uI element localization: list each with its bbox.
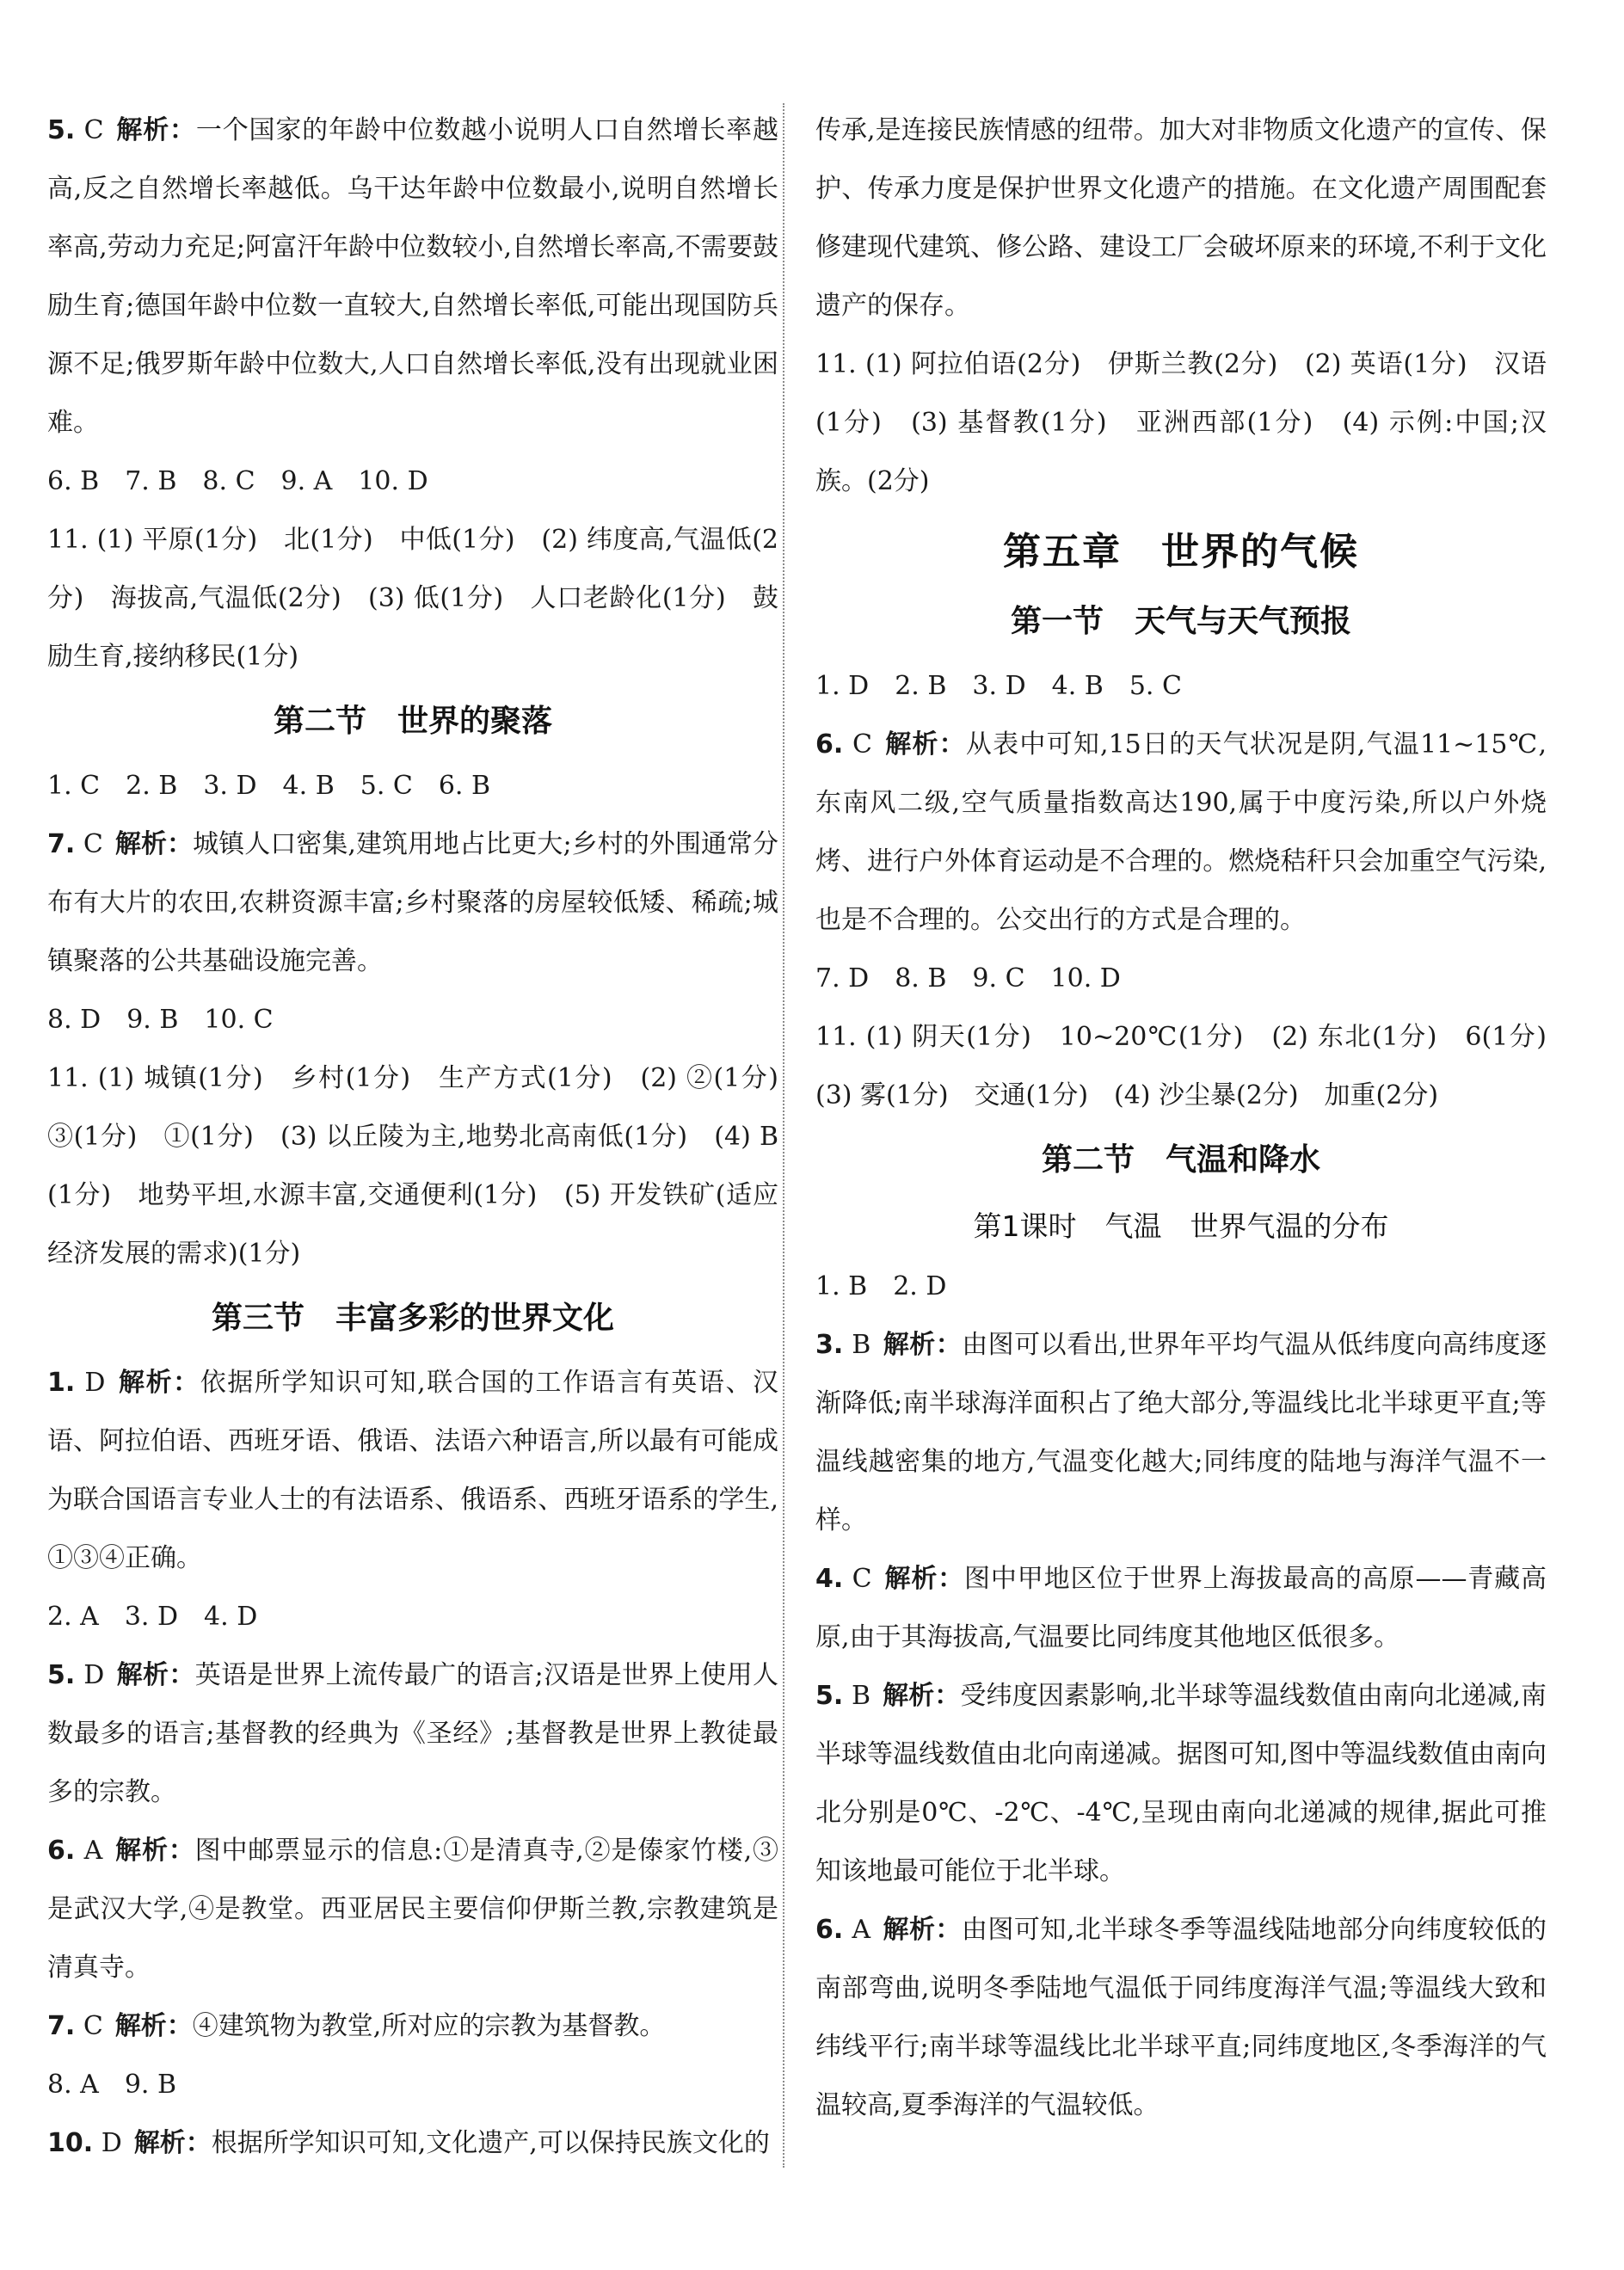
question-number: 6. [815,729,844,760]
analysis-tag: 解析： [133,2128,212,2158]
answer-letter: B [851,1681,870,1711]
answer-line [815,102,1547,335]
analysis-tag: 解析： [883,1330,963,1360]
answer-letter: C [83,115,104,145]
answer-line [815,657,1547,716]
analysis-tag: 解析： [114,829,194,859]
answer-text: 6. B 7. B 8. C 9. A 10. D [47,466,428,496]
answer-text: 11. (1) 阴天(1分) 10~20℃(1分) (2) 东北(1分) 6(1分) (3) 雾(1分) 交通(1分) (4) 沙尘暴(2分) 加重(2分) [815,1022,1572,1110]
answer-text: 图中甲地区位于世界上海拔最高的高原——青藏高原,由于其海拔高,气温要比同纬度其他地区低很多。 [815,1564,1547,1652]
answer-paragraph [815,1316,1547,1550]
answer-text: 8. D 9. B 10. C [47,1005,274,1035]
analysis-tag: 解析： [117,1368,200,1398]
answer-text: 1. C 2. B 3. D 4. B 5. C 6. B [47,771,491,801]
section-heading: 第二节 世界的聚落 [273,704,552,739]
question-number: 6. [815,1915,844,1945]
section-heading: 第一节 天气与天气预报 [1010,604,1351,639]
right-column [815,102,1572,2135]
question-number: 3. [815,1330,844,1360]
answer-letter: A [83,1836,103,1866]
answer-text: 7. D 8. B 9. C 10. D [815,963,1121,994]
answer-paragraph [47,1354,778,1588]
answer-text: 英语是世界上流传最广的语言;汉语是世界上使用人数最多的语言;基督教的经典为《圣经》;基督教是世界上教徒最多的宗教。 [47,1660,779,1807]
answer-line [815,950,1547,1008]
question-number: 4. [815,1564,844,1594]
left-column [47,102,804,2173]
answer-letter: C [83,2011,103,2041]
analysis-tag: 解析： [116,1660,195,1690]
question-number: 10. [47,2128,94,2158]
answer-text: 受纬度因素影响,北半球等温线数值由南向北递减,南半球等温线数值由北向南递减。据图可知,图中等温线数值由南向北分别是0℃、-2℃、-4℃,呈现由南向北递减的规律,据此可推知该地最可能位于北半球。 [815,1681,1547,1886]
lesson-heading: 第1课时 气温 世界气温的分布 [973,1209,1389,1243]
answer-line [815,1258,1547,1316]
answer-line [47,991,778,1049]
answer-text: 依据所学知识可知,联合国的工作语言有英语、汉语、阿拉伯语、西班牙语、俄语、法语六种语言,所以最有可能成为联合国语言专业人士的有法语系、俄语系、西班牙语系的学生,①③④正确。 [47,1368,779,1573]
answer-line [47,1049,804,1283]
answer-line [47,511,778,686]
answer-paragraph [47,102,778,452]
answer-letter: D [84,1368,106,1398]
answer-paragraph [47,1997,778,2056]
answer-letter: B [852,1330,871,1360]
answer-text: 由图可知,北半球冬季等温线陆地部分向纬度较低的南部弯曲,说明冬季陆地气温低于同纬度海洋气温;等温线大致和纬线平行;南半球等温线比北半球平直;同纬度地区,冬季海洋的气温较高,夏季海洋的气温较低。 [815,1915,1547,2120]
answer-paragraph [815,716,1547,950]
question-number: 7. [47,2011,76,2041]
analysis-tag: 解析： [884,729,966,760]
answer-paragraph [815,1667,1547,1901]
answer-text: 从表中可知,15日的天气状况是阴,气温11~15℃,东南风二级,空气质量指数高达190,属于中度污染,所以户外烧烤、进行户外体育运动是不合理的。燃烧秸秆只会加重空气污染,也是不合理的。公交出行的方式是合理的。 [815,729,1547,935]
answer-paragraph [815,1901,1547,2135]
answer-paragraph [47,1822,778,1997]
answer-text: 11. (1) 平原(1分) 北(1分) 中低(1分) (2) 纬度高,气温低(2分) 海拔高,气温低(2分) (3) 低(1分) 人口老龄化(1分) 鼓励生育,接纳移民(1分) [47,525,778,672]
answer-paragraph [815,1550,1547,1667]
answer-letter: C [83,829,103,859]
chapter-heading: 第五章 世界的气候 [1003,530,1359,574]
answer-letter: D [101,2128,122,2158]
analysis-tag: 解析： [882,1681,961,1711]
answer-text: ④建筑物为教堂,所对应的宗教为基督教。 [192,2011,666,2041]
answer-text: 8. A 9. B [47,2070,177,2100]
analysis-tag: 解析： [114,1836,195,1866]
question-number: 5. [47,1660,76,1690]
answer-text: 一个国家的年龄中位数越小说明人口自然增长率越高,反之自然增长率越低。乌干达年龄中位数最小,说明自然增长率高,劳动力充足;阿富汗年龄中位数较小,自然增长率高,不需要鼓励生育;德国年龄中位数一直较大,自然增长率低,可能出现国防兵源不足;俄罗斯年龄中位数大,人口自然增长率低,没有出现就业困难。 [47,115,778,438]
answer-line [47,757,778,815]
analysis-tag: 解析： [882,1915,962,1945]
answer-letter: D [83,1660,105,1690]
answer-text: 2. A 3. D 4. D [47,1602,258,1632]
question-number: 6. [47,1836,76,1866]
answer-text: 由图可以看出,世界年平均气温从低纬度向高纬度逐渐降低;南半球海洋面积占了绝大部分,等温线比北半球更平直;等温线越密集的地方,气温变化越大;同纬度的陆地与海洋气温不一样。 [815,1330,1547,1535]
answer-paragraph [47,815,778,991]
answer-text: 根据所学知识可知,文化遗产,可以保持民族文化的 [211,2128,770,2158]
answer-letter: C [852,729,873,760]
answer-line [47,452,778,511]
question-number: 5. [815,1681,844,1711]
column-divider [783,103,784,2168]
analysis-tag: 解析： [114,2011,193,2041]
answer-text: 11. (1) 阿拉伯语(2分) 伊斯兰教(2分) (2) 英语(1分) 汉语(1分) (3) 基督教(1分) 亚洲西部(1分) (4) 示例:中国;汉族。(2分) [815,349,1547,496]
answer-text: 城镇人口密集,建筑用地占比更大;乡村的外围通常分布有大片的农田,农耕资源丰富;乡村聚落的房屋较低矮、稀疏;城镇聚落的公共基础设施完善。 [47,829,778,976]
question-number: 1. [47,1368,76,1398]
answer-letter: A [852,1915,870,1945]
analysis-tag: 解析： [115,115,196,145]
answer-text: 11. (1) 城镇(1分) 乡村(1分) 生产方式(1分) (2) ②(1分) ③(1分) ①(1分) (3) 以丘陵为主,地势北高南低(1分) (4) B(1分) 地势平坦,水源丰富,交通便利(1分) (5) 开发铁矿(适应经济发展的需求)(1分) [47,1063,804,1269]
answer-letter: C [852,1564,872,1594]
section-heading: 第二节 气温和降水 [1041,1142,1320,1178]
answer-text: 图中邮票显示的信息:①是清真寺,②是傣家竹楼,③是武汉大学,④是教堂。西亚居民主要信仰伊斯兰教,宗教建筑是清真寺。 [47,1836,779,1983]
answer-paragraph [47,1646,778,1822]
answer-line [815,335,1547,511]
analysis-tag: 解析： [883,1564,965,1594]
answer-line [47,2056,778,2114]
answer-paragraph [47,2114,778,2173]
question-number: 7. [47,829,76,859]
answer-line [815,1008,1572,1125]
question-number: 5. [47,115,76,145]
answer-text: 1. D 2. B 3. D 4. B 5. C [815,671,1182,701]
answer-text: 传承,是连接民族情感的纽带。加大对非物质文化遗产的宣传、保护、传承力度是保护世界文化遗产的措施。在文化遗产周围配套修建现代建筑、修公路、建设工厂会破坏原来的环境,不利于文化遗产的保存。 [815,115,1547,321]
answer-text: 1. B 2. D [815,1271,947,1301]
answer-line [47,1588,778,1646]
section-heading: 第三节 丰富多彩的世界文化 [211,1301,614,1336]
